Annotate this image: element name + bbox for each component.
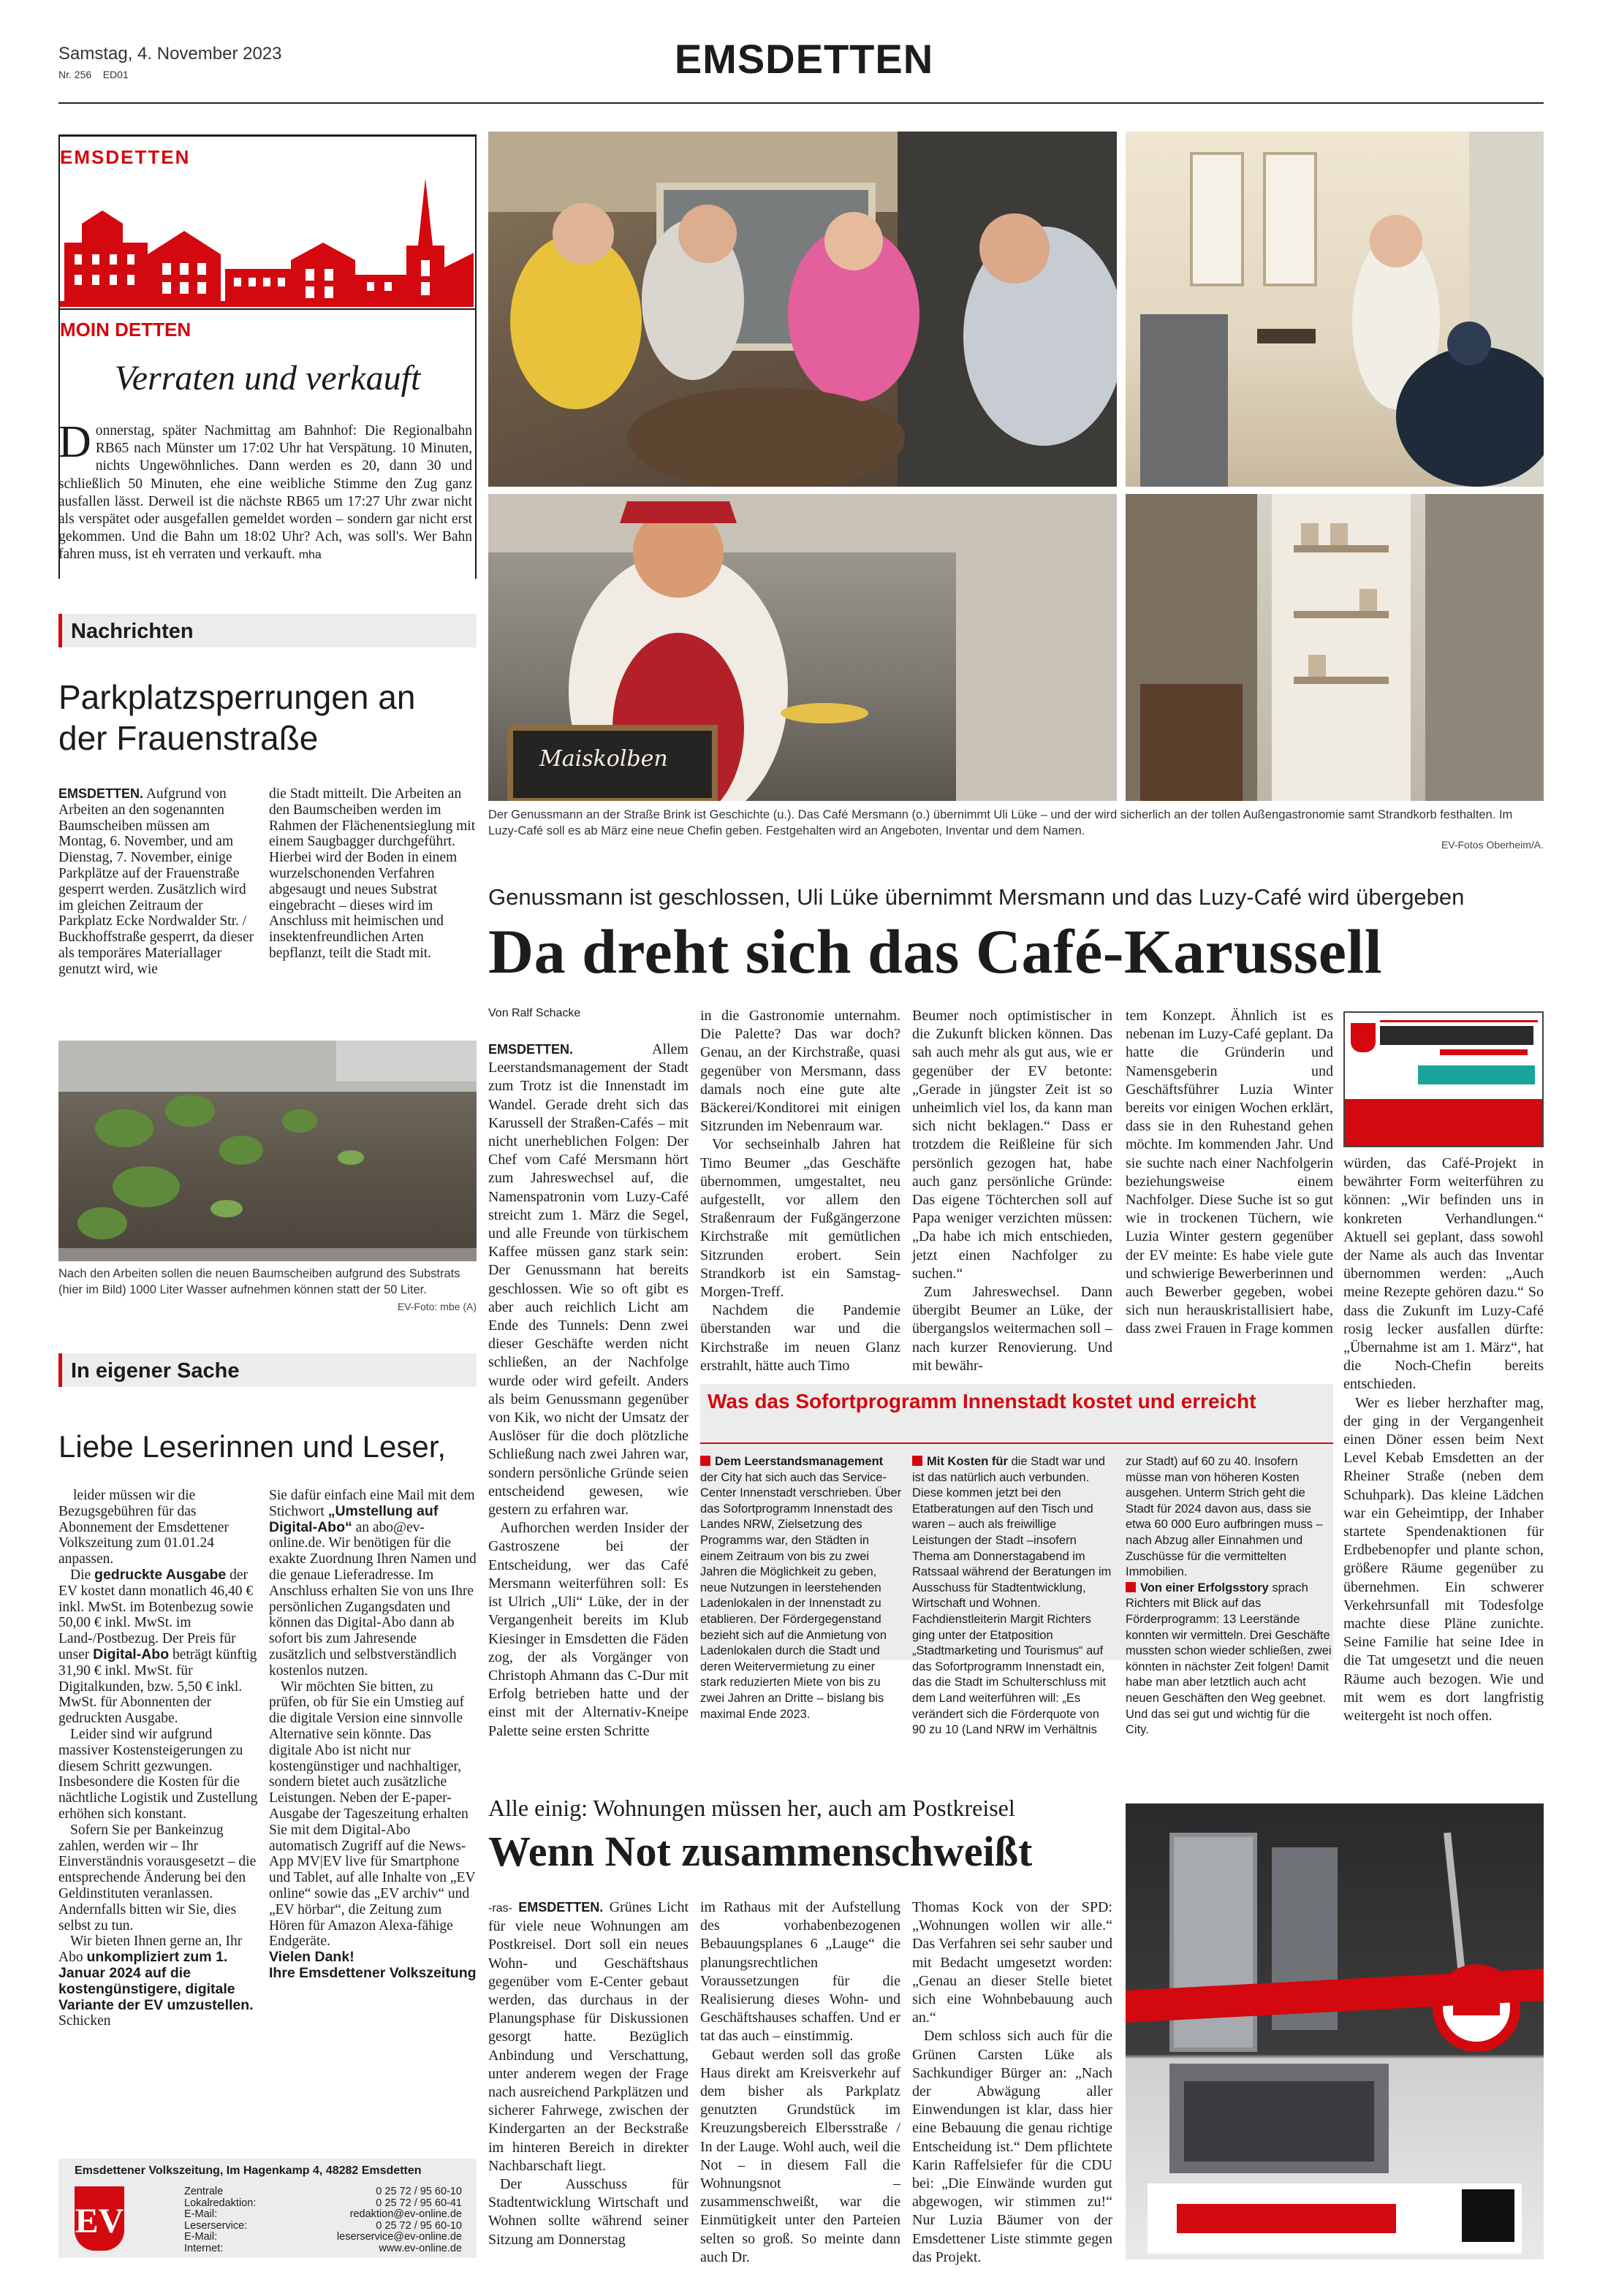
- nachrichten-credit: EV-Foto: mbe (A): [397, 1301, 477, 1312]
- wohnen-col3-text: Thomas Kock von der SPD: „Wohnungen wollen wir alle.“ Das Verfahren sei sehr sauber und mit Bedacht umgesetzt worden: „Genau an dieser Stelle bietet sich eine Wohnbebauung auch an.“: [912, 1899, 1112, 2026]
- wohnen-dateline: EMSDETTEN.: [518, 1900, 604, 1915]
- nachrichten-col1: [58, 786, 259, 978]
- sofort-rule: [700, 1442, 1333, 1444]
- eigene-c2-p1c: an abo@ev-online.de. Wir benötigen für die exakte Zuordnung Ihren Namen und die genaue Lieferadresse. Im Anschluss erhalten Sie von uns Ihre persönlichen Zugangsdaten und können das Digital-Abo dann ab sofort bis zum Jahresende zusätzlich und selbstverständlich kostenlos nutzen.: [269, 1519, 477, 1679]
- kolumne-text: onnerstag, später Nachmittag am Bahnhof: Die Regionalbahn RB65 nach Münster um 17:02 Uhr hat Verspätung. 10 Minuten, nichts Ungewöhnliches. Dann werden es 20, dann 30 und schließlich 50 Minuten, ehe eine weibliche Stimme den Zug ganz ausfallen lässt. Derweil ist die nächste RB65 um 17:27 Uhr zwar nicht als verspätet oder ausgefallen gemeldet worden – sondern gar nicht erst gekommen. Und die Bahn um 18:02 Uhr? Ach, was soll's. Wer Bahn fahren muss, ist eh verraten und verkauft.: [58, 423, 472, 563]
- wohnen-headline: Wenn Not zusammenschweißt: [488, 1828, 1033, 1875]
- ad-footer-band: [1345, 1099, 1542, 1146]
- cafe-col3-text: Beumer noch optimistischer in die Zukunft blicken können. Das sah auch mehr als gut aus, wie er gegenüber der EV betonte: „Gerade in jüngster Zeit ist so unheimlich viel los, da kann man sich nicht beklagen.“ Dass er trotzdem die Reißleine für sich persönlich gezogen hat, habe auch ganz persönliche Gründe: Das eigene Töchterchen soll auf Papa weniger verzichten müssen: „Da habe ich mich entschieden, jetzt einen Nachfolger zu suchen.“: [912, 1008, 1112, 1282]
- eigene-bar: [58, 1353, 477, 1387]
- cafe-col5b-text: Wer es lieber herzhafter mag, der ging in der Vergangenheit einen Döner essen beim Next Level Kebab Emsdetten an der Rheiner Straße (neben dem Schuhpark). Das kleine Lädchen war ein Geheimtipp, der Inhaber startete Spendenaktionen für Erdbebenopfer und plante schon, größere Räume gegenüber zu übernehmen. Ein schwerer Verkehrsunfall mit Todesfolge machte diese Pläne zunichte. Seine Familie hat seine Idee in die Tat umgesetzt und die neuen Räume auch bezogen. Wie und mit wem es dort langfristig weitergeht ist noch offen.: [1343, 1394, 1544, 1725]
- cafe-headline: Da dreht sich das Café-Karussell: [488, 916, 1383, 987]
- kolumne-top-rule: [58, 134, 477, 137]
- eigene-p3: Leider sind wir aufgrund massiver Kostensteigerungen zu diesem Schritt gezwungen. Insbesondere die Kosten für die nächtliche Logistik und Zustellung erhöhen sich konstant.: [58, 1726, 258, 1822]
- edition-code: ED01: [102, 69, 129, 80]
- cafe-col5-text: würden, das Café-Projekt in bewährter Form weiterführen zu können: „Wir befinden uns in konkreten Verhandlungen.“ Aktuell sei geplant, dass sowohl der Name als auch das Inventar übernommen werden: „Auch meine Rezepte gehören dazu.“ So dass die Zukunft im Luzy-Café rosig lecker ausfallen dürfte: „Übernahme ist am 1. März“, hat die Noch-Chefin bereits entschieden.: [1343, 1155, 1544, 1393]
- appliances-illustration: [1126, 1803, 1544, 2259]
- menu-board-text: Maiskolben: [539, 746, 668, 772]
- impressum-label: Lokalredaktion:: [184, 2197, 257, 2209]
- sofort-col2: [912, 1454, 1114, 1738]
- sofort-c1-head: Dem Leerstandsmanagement: [715, 1455, 884, 1468]
- impressum-table: [184, 2186, 462, 2255]
- impressum-row: [184, 2232, 462, 2243]
- cafe-mersmann-photo: [488, 132, 1117, 487]
- cafe-col1-text: Allem Leerstandsmanagement der Stadt zum Trotz ist die Innenstadt im Wandel. Gerade dreht sich das Karussell der Straßen-Cafés – mit nicht unerheblichen Folgen: Der Chef vom Café Mersmann hört zum Jahreswechsel auf, die Namenspatronin vom Luzy-Café streicht zum 1. März die Segel, und alle Freunde von türkischem Kaffee müssen ganz stark sein: Der Genussmann hat bereits geschlossen. Wie so oft gibt es aber auch reichlich Licht am Ende des Tunnels: Denn zwei dieser Geschäfte werden nicht schließen, an der Nachfolge wurde oder wird gefeilt. Anders als beim Genussmann gegenüber von Kik, wo nicht der Umsatz der Auslöser für die doch plötzliche Schließung nach zwei Jahren war, sondern persönliche Gründe seien entscheidend gewesen, wie gestern zu erfahren war.: [488, 1041, 689, 1518]
- impressum-label: Internet:: [184, 2242, 224, 2254]
- impressum-box: [58, 2159, 477, 2258]
- eigene-sign: Ihre Emsdettener Volkszeitung: [269, 1964, 477, 1981]
- eigene-p2b: gedruckte Ausgabe: [94, 1566, 227, 1583]
- eigene-p5b: unkompliziert zum 1. Januar 2024 auf die kostengünstigere, digitale Variante der EV umzustellen.: [58, 1949, 254, 2013]
- cafe-col2c-text: Nachdem die Pandemie überstanden war und die Kirchstraße im neuen Glanz erstrahlt, hätte auch Timo: [700, 1302, 900, 1374]
- cafe-col5: [1343, 1155, 1544, 1725]
- wohnen-sign: -ras-: [488, 1902, 512, 1915]
- wohnen-col1: [488, 1898, 689, 2249]
- kolumne-title: Verraten und verkauft: [114, 359, 421, 398]
- sofort-c3-text: zur Stadt) auf 60 zu 40. Insofern müsse man von höheren Kosten ausgehen. Unterm Strich geht die Stadt für 2024 davon aus, dass sie etwa 60 000 Euro aufbringen muss – nach Abzug aller Einnahmen und Zuschüsse für die vermittelten Immobilien.: [1126, 1455, 1323, 1579]
- impressum-row: [184, 2209, 462, 2221]
- issue-number: Nr. 256: [58, 69, 92, 80]
- header-rule: [58, 102, 1544, 104]
- ev-logo: EV: [75, 2186, 124, 2251]
- ad-logo-mark: [1351, 1023, 1376, 1052]
- impressum-label: E-Mail:: [184, 2208, 218, 2221]
- eigene-c2-p1b: „Umstellung auf Digital-Abo“: [269, 1502, 439, 1535]
- cafe-col3b-text: Zum Jahreswechsel. Dann übergibt Beumer an Lüke, der übergangslos weitermachen soll – nach kurzer Renovierung. Und mit bewähr-: [912, 1284, 1112, 1374]
- sofort-c1-text: der City hat sich auch das Service-Center Innenstadt verschrieben. Über das Sofortprogramm Innenstadt des Landes NRW, Zielsetzung des Programms war, den Städten in einem Zeitraum von bis zu zwei Jahren die Möglichkeit zu geben, neue Nutzungen in leerstehenden Ladenlokalen in der Innenstadt zu etablieren. Der Fördergegenstand bezieht sich auf die Anmietung von Ladenlokalen durch die Stadt und deren Weitervermietung zu einer stark reduzierten Miete von bis zu zwei Jahren an Dritte – bislang bis maximal Ende 2023.: [700, 1470, 902, 1721]
- kolumne-body: [58, 417, 472, 565]
- nachrichten-title: Parkplatzsperrungen an der Frauenstraße: [58, 678, 416, 757]
- cafe-dateline: EMSDETTEN.: [488, 1042, 574, 1057]
- cafe-col2: [700, 1007, 900, 1375]
- wohnen-col2: [700, 1898, 900, 2267]
- bullet-square-icon: [700, 1456, 710, 1466]
- ad-rule-top: [1380, 1020, 1538, 1022]
- wohnen-col2b-text: Gebaut werden soll das große Haus direkt am Kreisverkehr auf dem bisher als Parkplatz genutzten Grundstück im Kreuzungsbereich Elbersstraße / In der Lauge. Wohl auch, weil die Not – in diesem Fall die Wohnungsnot – zusammenschweißt, war die Einmütigkeit unter den Parteien selten so groß. So meinte dann auch Dr.: [700, 2046, 900, 2265]
- kolumne-label: EMSDETTEN: [60, 146, 191, 168]
- impressum-label: E-Mail:: [184, 2231, 218, 2243]
- plants-illustration: [58, 1041, 477, 1261]
- eigene-col2: [269, 1488, 477, 1982]
- cafe-kicker: Genussmann ist geschlossen, Uli Lüke übernimmt Mersmann und das Luzy-Café wird übergeben: [488, 884, 1465, 910]
- luzy-cafe-photo: [1126, 132, 1544, 487]
- nachrichten-col2-text: die Stadt mitteilt. Die Arbeiten an den Baumscheiben werden im Rahmen der Flächenentsieglung mit einem Saugbagger durchgeführt. Hierbei wird der Boden in einem wurzelschonenden Verfahren abgesaugt und neues Substrat eingebracht – dieses wird im Anschluss mit heimischen und insektenfreundlichen Arten bepflanzt, teilt die Stadt mit.: [269, 786, 476, 961]
- wohnen-col1-text: Grünes Licht für viele neue Wohnungen am Postkreisel. Dort soll ein neues Wohn- und Geschäftshaus gegenüber vom E-Center gebaut werden, das durchaus in der Planungsphase für Diskussionen gesorgt hatte. Bezüglich Anbindung und Verschattung, unter anderem wegen der Frage nach ausreichend Parkplätzen und sicherer Fahrwege, zwischen der Kindergarten an der Beckstraße im hinteren Bereich in direkter Nachbarschaft liegt.: [488, 1899, 689, 2174]
- sofort-c3-head: Von einer Erfolgsstory: [1140, 1581, 1269, 1594]
- impressum-value: 0 25 72 / 95 60-10: [376, 2186, 462, 2197]
- baumscheiben-photo: [58, 1041, 477, 1261]
- emsdetten-skyline-illustration: [60, 172, 474, 307]
- kolumne-tag: MOIN DETTEN: [60, 319, 191, 341]
- sofort-col3: [1126, 1454, 1333, 1738]
- cafe-terrace-illustration: [488, 132, 1117, 487]
- eigene-c2-p1a: Sie dafür einfach eine Mail mit dem Stichwort: [269, 1488, 475, 1519]
- photo-caption: Der Genussmann an der Straße Brink ist Geschichte (u.). Das Café Mersmann (o.) übernimmt Uli Lüke – und der wird sicherlich an der tollen Außengastronomie samt Strandkorb festhalten. Im Luzy-Café soll es ab März eine neue Chefin geben. Festgehalten wird an Angeboten, Inventar und dem Namen.: [488, 808, 1513, 837]
- impressum-row: [184, 2243, 462, 2255]
- nachrichten-bar: [58, 614, 477, 647]
- cafe-detail-photo: [1126, 494, 1544, 801]
- schnellenberg-ad-small[interactable]: [1343, 1011, 1544, 1147]
- cafe-col3: [912, 1007, 1112, 1375]
- nachrichten-dateline: EMSDETTEN.: [58, 786, 144, 801]
- eigene-label: In eigener Sache: [71, 1359, 240, 1383]
- sofort-c3b-text: sprach Richters mit Blick auf das Förderprogramm: 13 Leerstände konnten wir vermitteln. Drei Geschäfte mussten schon wieder schließen, zwei könnten in nächster Zeit folgen! Damit habe man aber letztlich auch acht neuen Geschäften den Weg geebnet. Und das sei gut und wichtig für die City.: [1126, 1581, 1332, 1737]
- cafe-col1b-text: Aufhorchen werden Insider der Gastroszene bei der Entscheidung, wer das Café Mersmann weiterführen soll: Es ist Ulrich „Uli“ Lüke, der in der Vergangenheit bereits im Klub Kiesinger in Emsdetten die Fäden zog, der als Vorgänger von Christoph Ahmann das C-Dur mit Erfolg betrieben hatte und der einst mit der Alternativ-Kneipe Palette seine ersten Schritte: [488, 1520, 689, 1739]
- impressum-row: [184, 2186, 462, 2198]
- wohnen-col3: [912, 1898, 1112, 2267]
- bullet-square-icon: [1126, 1582, 1136, 1592]
- nachrichten-col1-text: Aufgrund von Arbeiten an den sogenannten Baumscheiben müssen am Montag, 6. November, und am Dienstag, 7. November, einige Parkplätze auf der Frauenstraße gesperrt werden. Zusätzlich wird im gleichen Zeitraum der Parkplatz Ecke Nordwalder Str. / Buckhoffstraße gesperrt, da dieser als temporäres Materiallager genutzt wird, wie: [58, 786, 254, 977]
- photo-credit: EV-Fotos Oberheim/A.: [1441, 839, 1544, 851]
- ad-brand-mark: [1418, 1065, 1535, 1084]
- ad-wordmark: [1380, 1026, 1533, 1045]
- eigene-p5c: Schicken: [58, 2013, 111, 2029]
- cafe-col2-text: in die Gastronomie unternahm. Die Palette? Das war doch? Genau, an der Kirchstraße, quasi gegenüber von Mersmann, dass damals noch eine gute alte Bäckerei/Konditorei mit einigen Sitzrunden im Nebenraum war.: [700, 1008, 900, 1135]
- impressum-row: [184, 2198, 462, 2210]
- cafe-interior-illustration: [1126, 132, 1544, 487]
- cafe-author: Von Ralf Schacke: [488, 1007, 581, 1019]
- impressum-value: 0 25 72 / 95 60-41: [376, 2197, 462, 2209]
- cafe-col4: [1126, 1007, 1333, 1339]
- eigene-thanks: Vielen Dank!: [269, 1949, 354, 1966]
- eigene-p2d: Digital-Abo: [93, 1646, 170, 1662]
- wohnen-col1b-text: Der Ausschuss für Stadtentwicklung Wirtschaft und Wohnen sollte während seiner Sitzung am Donnerstag: [488, 2176, 689, 2248]
- nachrichten-caption: Nach den Arbeiten sollen die neuen Baumscheiben aufgrund des Substrats (hier im Bild) 1000 Liter Wasser aufnehmen können statt der 50 Liter.: [58, 1267, 460, 1296]
- eigene-p2c: der EV kostet dann monatlich 46,40 € inkl. MwSt. im Botenbezug sowie 50,00 € inkl. MwSt. im Land-/Postbezug. Der Preis für unser: [58, 1567, 254, 1662]
- impressum-row: [184, 2221, 462, 2232]
- impressum-value[interactable]: redaktion@ev-online.de: [349, 2208, 462, 2221]
- eigene-p2e: beträgt künftig 31,90 € inkl. MwSt. für Digitalkunden, bzw. 5,50 € inkl. MwSt. für Abonnenten der gedruckten Ausgabe.: [58, 1646, 257, 1727]
- ad-subline: [1440, 1049, 1528, 1055]
- impressum-value: 0 25 72 / 95 60-10: [376, 2219, 462, 2232]
- kolumne-initial: D: [58, 417, 91, 467]
- eigene-c2-p2: Wir möchten Sie bitten, zu prüfen, ob für Sie ein Umstieg auf die digitale Version eine sinnvolle Alternative sein könnte. Das digitale Abo ist nicht nur kostengünstiger und nachhaltiger, sondern bietet auch zusätzliche Leistungen. Neben der E-paper-Ausgabe der Tageszeitung erhalten Sie mit dem Digital-Abo automatisch Zugriff auf die News-App MV|EV live für Smartphone und Tablet, auf alle Inhalte von „EV online“ sowie das „EV archiv“ und „EV hörbar“, die Zeitung zum Hören für Amazon Alexa-fähige Endgeräte.: [269, 1679, 476, 1950]
- miele-ad[interactable]: [1126, 1803, 1544, 2259]
- nachrichten-label: Nachrichten: [71, 620, 194, 643]
- sofort-title: Was das Sofortprogramm Innenstadt kostet und erreicht: [708, 1390, 1256, 1413]
- header-date: Samstag, 4. November 2023: [58, 44, 282, 64]
- cafe-col4-text: tem Konzept. Ähnlich ist es nebenan im Luzy-Café geplant. Da hatte die Gründerin und Namensgeberin und Geschäftsführer Luzia Winter bereits vor einigen Wochen erklärt, dass sie in den Ruhestand gehen möchte. Im kommenden Jahr. Und sie suchte nach einer Nachfolgerin beziehungsweise einem Nachfolger. Diese Suche ist so gut wie in trockenen Tüchern, wie Luzia Winter gestern gegenüber der EV meinte: Es habe viele gute und schwierige Bewerberinnen und auch Bewerber gegeben, wobei sich nun herauskristallisiert habe, dass zwei Frauen in Frage kommen: [1126, 1008, 1333, 1337]
- eigene-title: Liebe Leserinnen und Leser,: [58, 1429, 447, 1464]
- eigene-p5a: Wir bieten Ihnen gerne an, Ihr Abo: [58, 1934, 243, 1966]
- eigene-p2a: Die: [70, 1567, 95, 1583]
- cafe-col1: [488, 1041, 689, 1741]
- impressum-value[interactable]: www.ev-online.de: [379, 2242, 462, 2254]
- shelf-illustration: [1126, 494, 1544, 801]
- eigene-p4: Sofern Sie per Bankeinzug zahlen, werden wir – Ihr Einverständnis vorausgesetzt – die entsprechende Änderung bei den Geldinstituten veranlassen. Andernfalls bitten wir Sie, dies selbst zu tun.: [58, 1822, 257, 1934]
- impressum-value[interactable]: leserservice@ev-online.de: [336, 2231, 462, 2243]
- cafe-col2b-text: Vor sechseinhalb Jahren hat Timo Beumer „das Geschäfte übernommen, umgestaltet, neu aufgestellt, vor allem den Straßenraum der Fußgängerzone Kirchstraße mit gemütlichen Sitzrunden erobert. Sein Strandkorb ist ein Samstag-Morgen-Treff.: [700, 1136, 900, 1301]
- genussmann-photo: [488, 494, 1117, 801]
- wohnen-kicker: Alle einig: Wohnungen müssen her, auch am Postkreisel: [488, 1795, 1015, 1821]
- wohnen-col3b-text: Dem schloss sich auch für die Grünen Carsten Lüke als Sachkundiger Bürger an: „Nach der Abwägung aller Einwendungen ist klar, dass hier eine Bebauung die genau richtige Entscheidung ist.“ Dem pflichtete Karin Raffelsiefer für die CDU bei: „Die Einwände wurden gut abgewogen, wir stimmen zu!“ Nur Luzia Bäumer von der Emsdettener Liste stimmte gegen das Projekt.: [912, 2028, 1112, 2265]
- impressum-address: Emsdettener Volkszeitung, Im Hagenkamp 4, 48282 Emsdetten: [75, 2164, 422, 2177]
- eigene-col1: [58, 1488, 259, 2029]
- impressum-label: Leserservice:: [184, 2219, 248, 2232]
- wohnen-col2-text: im Rathaus mit der Aufstellung des vorhabenbezogenen Bebauungsplanes 6 „Lauge“ die planungsrechtlichen Voraussetzungen für die Realisierung dieses Wohn- und Geschäftshauses schaffen. Und er tat das auch – einstimmig.: [700, 1899, 900, 2045]
- genussmann-illustration: [488, 494, 1117, 801]
- nachrichten-col2: [269, 786, 477, 962]
- sofort-c2-head: Mit Kosten für: [927, 1455, 1008, 1468]
- section-title: EMSDETTEN: [674, 36, 934, 82]
- bullet-square-icon: [912, 1456, 922, 1466]
- impressum-label: Zentrale: [184, 2186, 224, 2197]
- kolumne-sign: mha: [298, 549, 322, 562]
- sofort-col1: [700, 1454, 902, 1722]
- kolumne-mid-rule: [58, 308, 477, 310]
- sofort-c2-text: die Stadt war und ist das natürlich auch verbunden. Diese kommen jetzt bei den Etatberatungen auf den Tisch und waren – auch als freiwillige Leistungen der Stadt –insofern Thema am Donnerstagabend im Ratssaal während der Beratungen im Ausschuss für Stadtentwicklung, Wirtschaft und Wohnen. Fachdienstleiterin Margit Richters ging unter der Etatposition „Stadtmarketing und Tourismus“ auf das Sofortprogramm Innenstadt ein, das die Stadt im Schulterschluss mit dem Land weiterführen will: „Es verändert sich die Förderquote von 90 zu 10 (Land NRW im Verhältnis: [912, 1455, 1112, 1737]
- eigene-p1: leider müssen wir die Bezugsgebühren für das Abonnement der Emsdettener Volkszeitung zum 01.01.24 anpassen.: [58, 1488, 229, 1567]
